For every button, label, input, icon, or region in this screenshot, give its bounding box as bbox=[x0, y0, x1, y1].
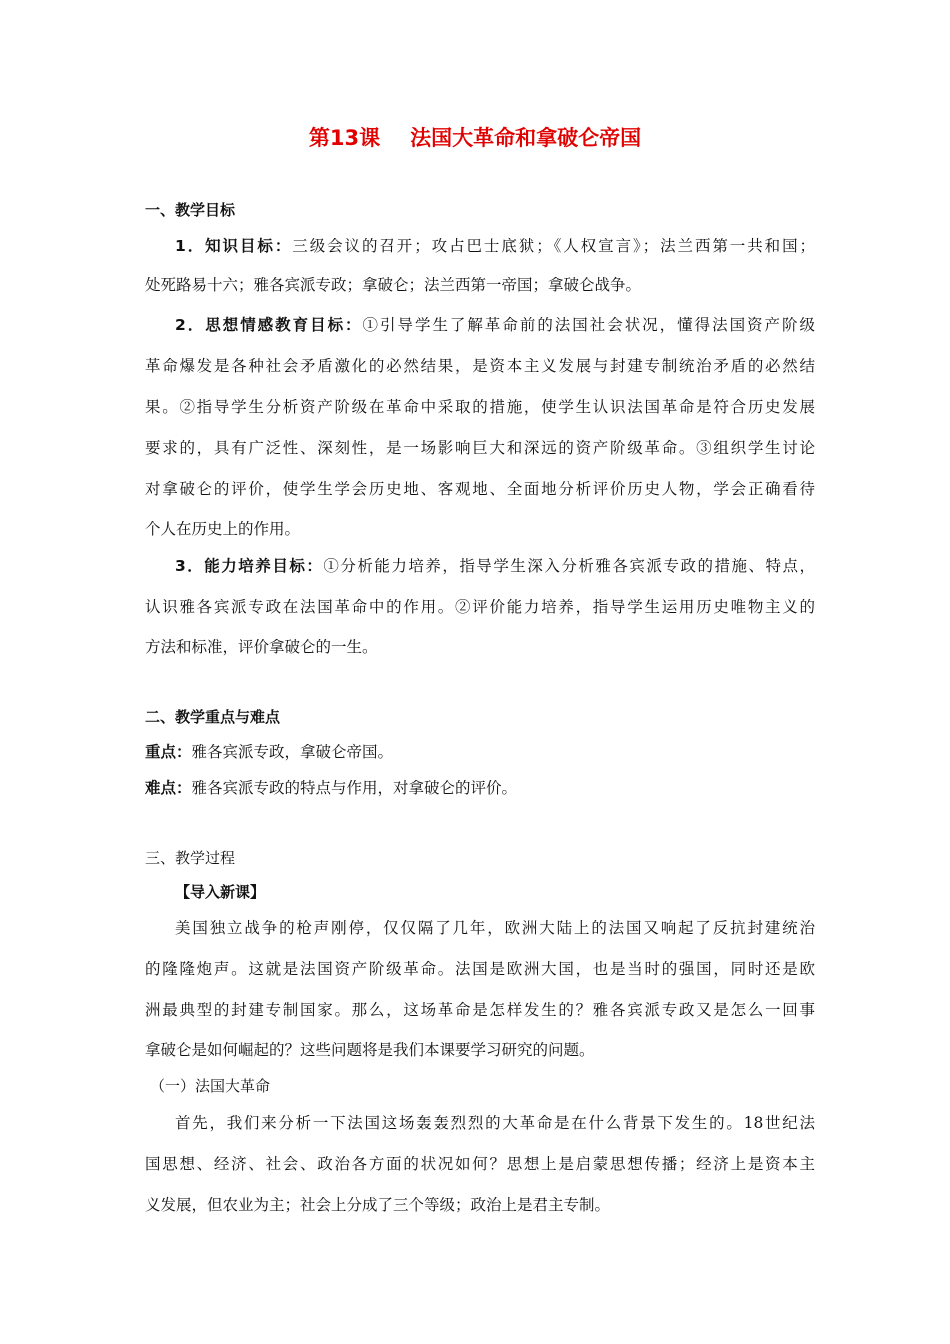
objective-emotion-line-1: 2．思想情感教育目标：①引导学生了解革命前的法国社会状况，懂得法国资产阶级 bbox=[175, 316, 815, 334]
intro-paragraph-line-2: 的隆隆炮声。这就是法国资产阶级革命。法国是欧洲大国，也是当时的强国，同时还是欧 bbox=[145, 960, 815, 978]
intro-paragraph-line-1: 美国独立战争的枪声刚停，仅仅隔了几年，欧洲大陆上的法国又响起了反抗封建统治 bbox=[175, 919, 815, 937]
objective-knowledge-line-2: 处死路易十六；雅各宾派专政；拿破仑；法兰西第一帝国；拿破仑战争。 bbox=[145, 276, 642, 294]
objective-emotion-line-3: 果。②指导学生分析资产阶级在革命中采取的措施，使学生认识法国革命是符合历史发展 bbox=[145, 398, 815, 416]
objective-emotion-line-5: 对拿破仑的评价，使学生学会历史地、客观地、全面地分析评价历史人物，学会正确看待 bbox=[145, 480, 815, 498]
section-heading-objectives: 一、教学目标 bbox=[145, 201, 236, 219]
subsection-french-revolution: （一）法国大革命 bbox=[150, 1077, 271, 1095]
objective-emotion-line-2: 革命爆发是各种社会矛盾激化的必然结果，是资本主义发展与封建专制统治矛盾的必然结 bbox=[145, 357, 815, 375]
intro-paragraph-line-4: 拿破仑是如何崛起的？这些问题将是我们本课要学习研究的问题。 bbox=[145, 1041, 595, 1059]
objective-emotion-line-4: 要求的，具有广泛性、深刻性，是一场影响巨大和深远的资产阶级革命。③组织学生讨论 bbox=[145, 439, 815, 457]
key-point-line: 重点：雅各宾派专政，拿破仑帝国。 bbox=[145, 743, 394, 761]
background-paragraph-line-1: 首先，我们来分析一下法国这场轰轰烈烈的大革命是在什么背景下发生的。18世纪法 bbox=[175, 1114, 815, 1132]
intro-paragraph-line-3: 洲最典型的封建专制国家。那么，这场革命是怎样发生的？雅各宾派专政又是怎么一回事 bbox=[145, 1001, 815, 1019]
lesson-number: 第13课 bbox=[308, 126, 381, 150]
section-heading-process: 三、教学过程 bbox=[145, 849, 236, 867]
page-title bbox=[0, 122, 950, 152]
objective-knowledge-label: 1．知识目标： bbox=[175, 237, 293, 255]
background-paragraph-line-2: 国思想、经济、社会、政治各方面的状况如何？思想上是启蒙思想传播；经济上是资本主 bbox=[145, 1155, 815, 1173]
objective-emotion-line-6: 个人在历史上的作用。 bbox=[145, 520, 301, 538]
objective-ability-line-3: 方法和标准，评价拿破仑的一生。 bbox=[145, 638, 378, 656]
intro-heading: 【导入新课】 bbox=[175, 883, 266, 901]
objective-knowledge-line-1: 1．知识目标：三级会议的召开；攻占巴士底狱；《人权宣言》；法兰西第一共和国； bbox=[175, 237, 815, 255]
section-heading-key-points: 二、教学重点与难点 bbox=[145, 708, 281, 726]
lesson-name: 法国大革命和拿破仑帝国 bbox=[410, 126, 642, 150]
background-paragraph-line-3: 义发展，但农业为主；社会上分成了三个等级；政治上是君主专制。 bbox=[145, 1196, 611, 1214]
objective-ability-label: 3．能力培养目标： bbox=[175, 557, 324, 575]
key-point-label: 重点： bbox=[145, 743, 192, 761]
objective-emotion-label: 2．思想情感教育目标： bbox=[175, 316, 363, 334]
difficult-point-label: 难点： bbox=[145, 779, 192, 797]
objective-ability-line-2: 认识雅各宾派专政在法国革命中的作用。②评价能力培养，指导学生运用历史唯物主义的 bbox=[145, 598, 815, 616]
difficult-point-line: 难点：雅各宾派专政的特点与作用，对拿破仑的评价。 bbox=[145, 779, 518, 797]
objective-ability-line-1: 3．能力培养目标：①分析能力培养，指导学生深入分析雅各宾派专政的措施、特点， bbox=[175, 557, 815, 575]
